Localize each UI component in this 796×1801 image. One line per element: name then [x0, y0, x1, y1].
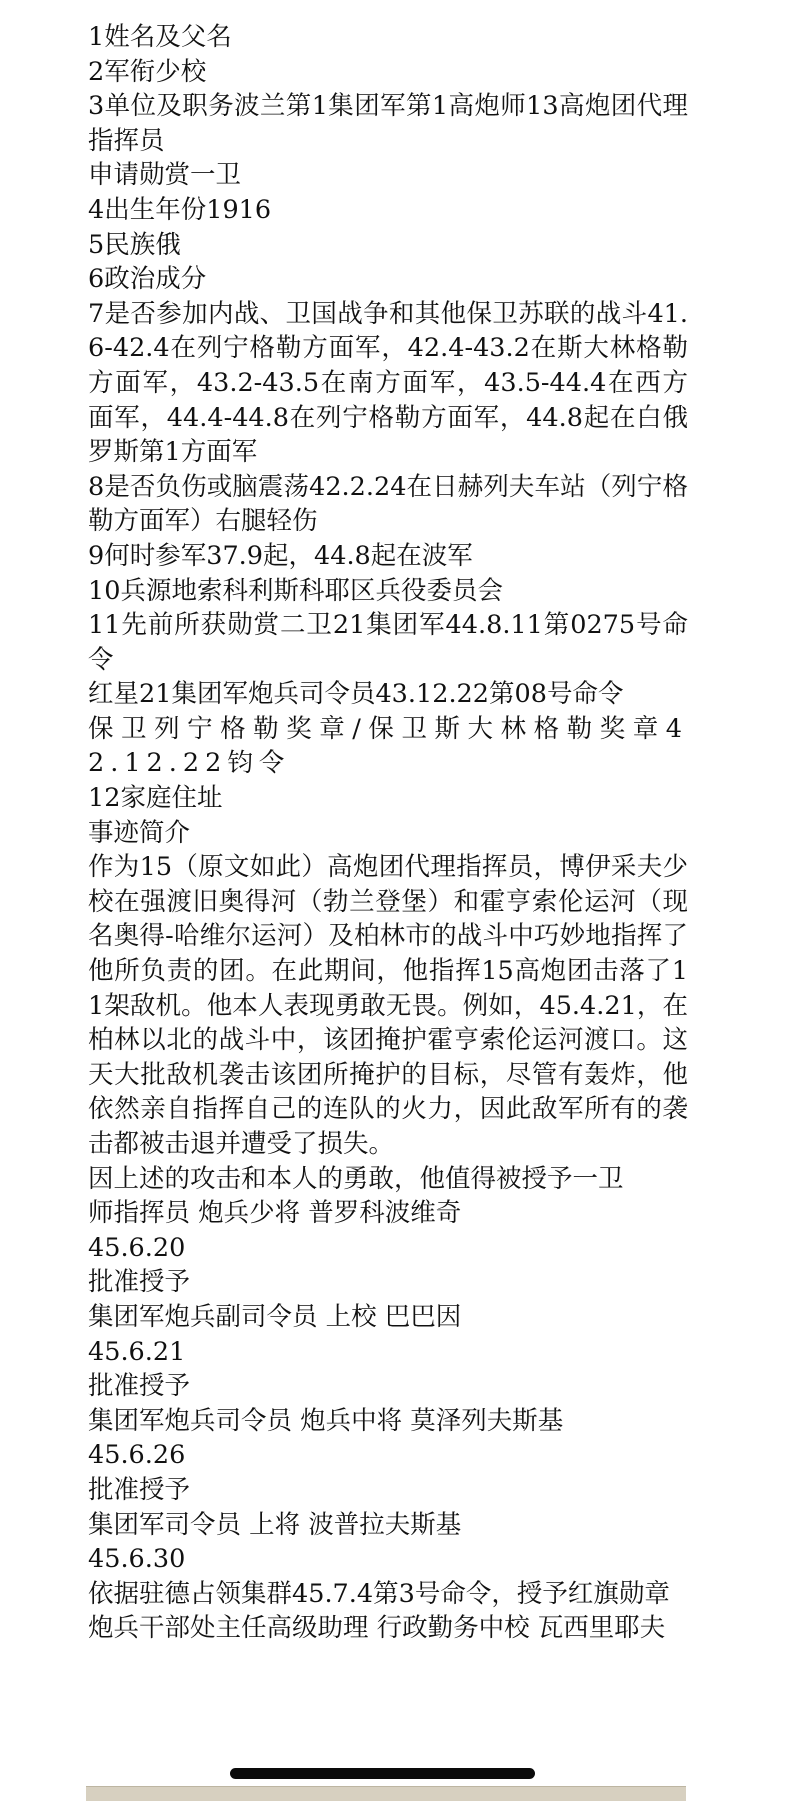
field-home-address: 12家庭住址 [88, 783, 223, 814]
field-award-requested: 申请勋赏一卫 [88, 160, 242, 191]
signatory-army-commander: 集团军司令员 上将 波普拉夫斯基 [88, 1509, 462, 1540]
field-previous-awards: 11先前所获勋赏二卫21集团军44.8.11第0275号命令 [88, 610, 688, 675]
previous-award-medals: 保卫列宁格勒奖章/保卫斯大林格勒奖章42.12.22钧令 [88, 713, 688, 779]
summary-paragraph: 作为15（原文如此）高炮团代理指挥员，博伊采夫少校在强渡旧奥得河（勃兰登堡）和霍亨索伦运河（现名奥得-哈维尔运河）及柏林市的战斗中巧妙地指挥了他所负责的团。在此期间，他指挥15高炮团击落了11架敌机。他本人表现勇敢无畏。例如，45.4.21，在柏林以北的战斗中，该团掩护霍亨索伦运河渡口。这天大批敌机袭击该团所掩护的目标，尽管有轰炸，他依然亲自指挥自己的连队的火力，因此敌军所有的袭击都被击退并遭受了损失。 [88, 852, 688, 1159]
approval-line: 批准授予 [88, 1371, 191, 1402]
field-name: 1姓名及父名 [88, 22, 232, 52]
approval-line: 批准授予 [88, 1267, 191, 1298]
field-enlistment: 9何时参军37.9起，44.8起在波军 [88, 540, 473, 571]
date-line: 45.6.26 [88, 1440, 186, 1471]
date-line: 45.6.20 [88, 1232, 186, 1263]
field-ethnicity: 5民族俄 [88, 229, 181, 260]
approval-line: 批准授予 [88, 1474, 191, 1505]
date-line: 45.6.21 [88, 1336, 186, 1367]
recommendation-line: 因上述的攻击和本人的勇敢，他值得被授予一卫 [88, 1163, 624, 1194]
field-draft-office: 10兵源地索科利斯科耶区兵役委员会 [88, 575, 503, 606]
award-order-line: 依据驻德占领集群45.7.4第3号命令，授予红旗勋章 [88, 1578, 670, 1609]
scanned-document-edge [86, 1786, 686, 1801]
field-war-service: 7是否参加内战、卫国战争和其他保卫苏联的战斗41.6-42.4在列宁格勒方面军，42.4-43.2在斯大林格勒方面军，43.2-43.5在南方面军，43.5-44.4在西方面军，44.4-44.8在列宁格勒方面军，44.8起在白俄罗斯第1方面军 [88, 298, 688, 468]
field-unit-position: 3单位及职务波兰第1集团军第1高炮师13高炮团代理指挥员 [88, 91, 688, 156]
date-line: 45.6.30 [88, 1544, 186, 1575]
home-indicator[interactable] [230, 1768, 535, 1779]
signatory-artillery-commander: 集团军炮兵司令员 炮兵中将 莫泽列夫斯基 [88, 1405, 564, 1436]
document-body [88, 20, 688, 1646]
signatory-deputy-artillery: 集团军炮兵副司令员 上校 巴巴因 [88, 1301, 462, 1332]
field-political-status: 6政治成分 [88, 264, 207, 295]
signatory-division-commander: 师指挥员 炮兵少将 普罗科波维奇 [88, 1198, 462, 1229]
field-wounds: 8是否负伤或脑震荡42.2.24在日赫列夫车站（列宁格勒方面军）右腿轻伤 [88, 471, 688, 537]
section-heading-summary: 事迹简介 [88, 817, 191, 848]
field-rank: 2军衔少校 [88, 56, 207, 87]
signatory-personnel-officer: 炮兵干部处主任高级助理 行政勤务中校 瓦西里耶夫 [88, 1613, 666, 1644]
previous-award-red-star: 红星21集团军炮兵司令员43.12.22第08号命令 [88, 679, 624, 710]
field-birth-year: 4出生年份1916 [88, 194, 272, 225]
